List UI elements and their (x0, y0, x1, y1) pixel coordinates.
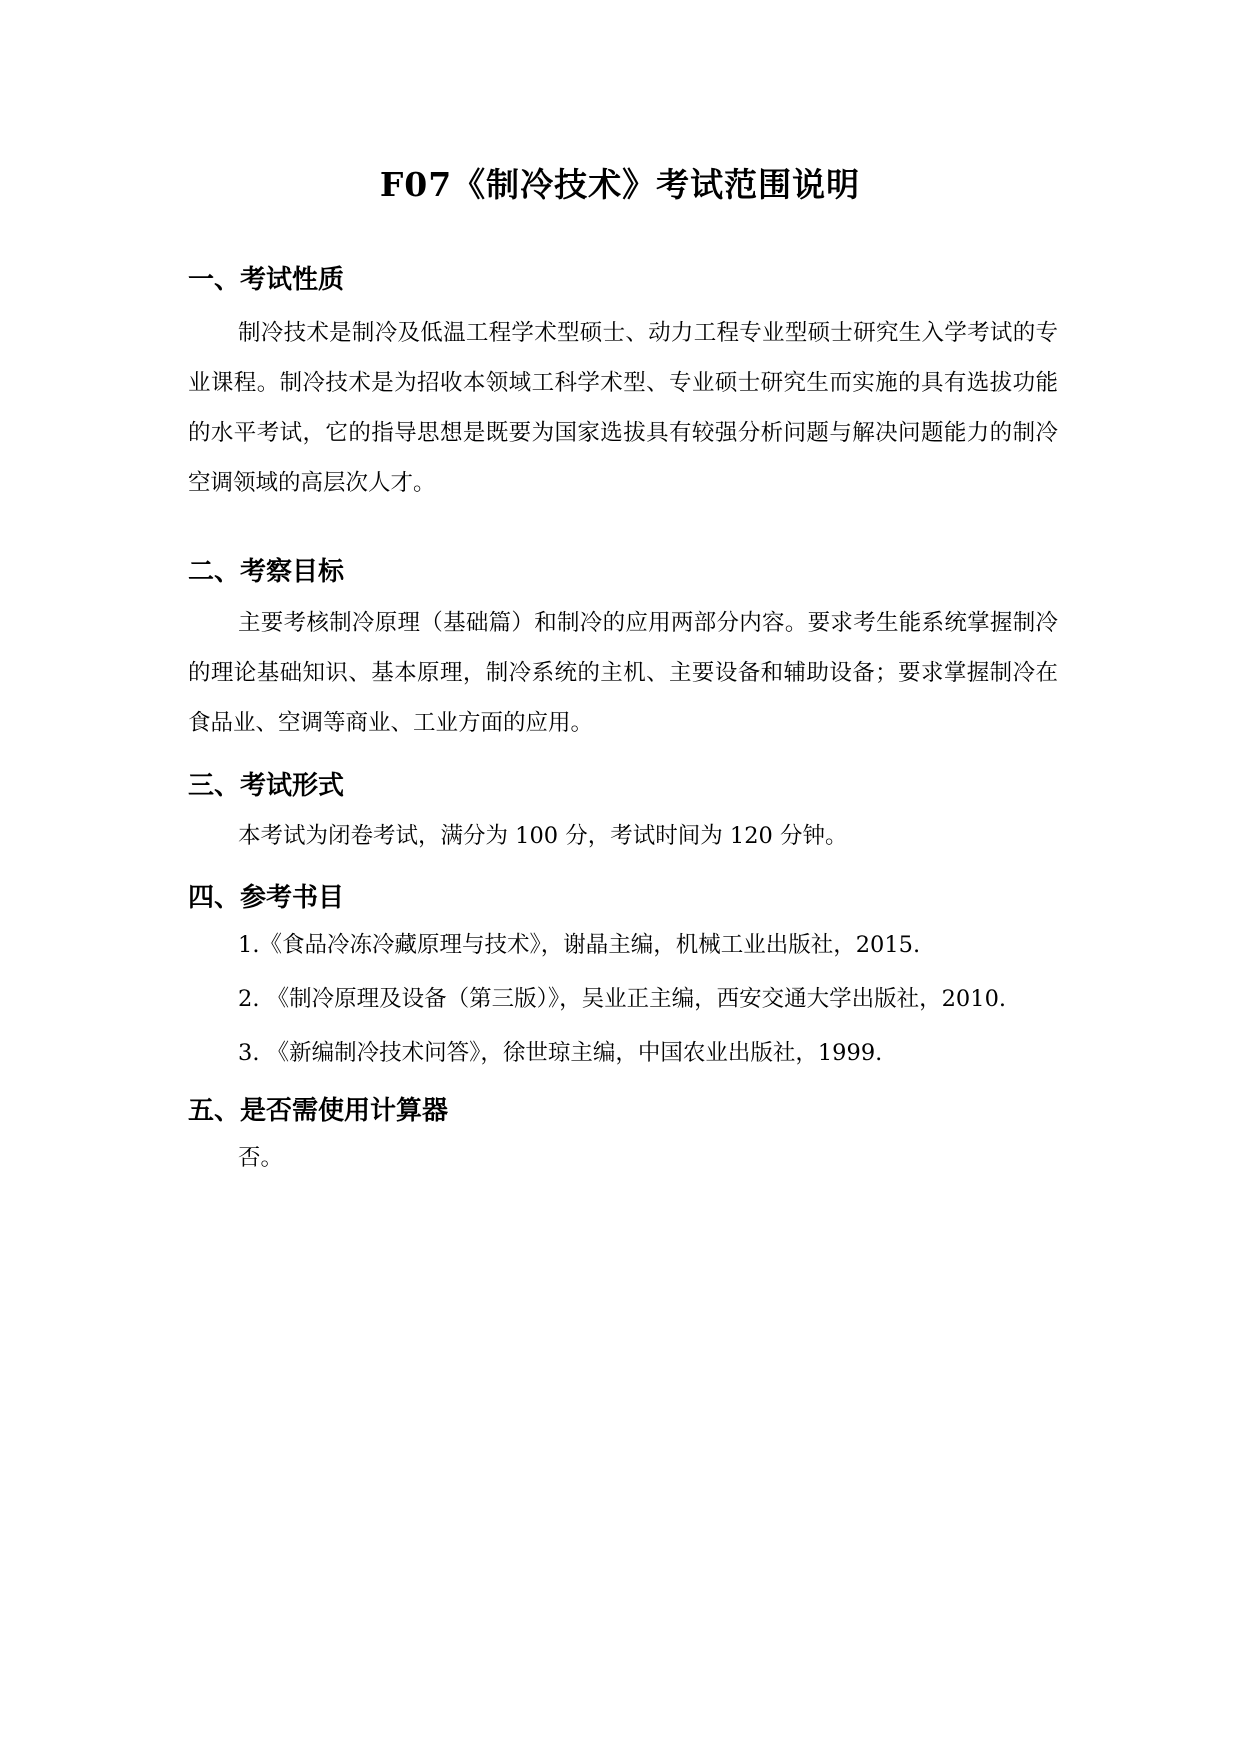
section-heading-objectives: 二、考察目标 (188, 557, 345, 587)
section-text-exam-nature: 制冷技术是制冷及低温工程学术型硕士、动力工程专业型硕士研究生入学考试的专业课程。制冷技术是为招收本领域工科学术型、专业硕士研究生而实施的具有选拔功能的水平考试，它的指导思想是既要为国家选拔具有较强分析问题与解决问题能力的制冷空调领域的高层次人才。 (188, 320, 1058, 496)
section-text-objectives: 主要考核制冷原理（基础篇）和制冷的应用两部分内容。要求考生能系统掌握制冷的理论基础知识、基本原理，制冷系统的主机、主要设备和辅助设备；要求掌握制冷在食品业、空调等商业、工业方面的应用。 (188, 610, 1058, 736)
reference-item: 1.《食品冷冻冷藏原理与技术》，谢晶主编，机械工业出版社，2015. (238, 932, 921, 958)
section-heading-exam-format: 三、考试形式 (188, 771, 345, 801)
reference-item: 2. 《制冷原理及设备（第三版）》，吴业正主编，西安交通大学出版社，2010. (238, 986, 1007, 1012)
reference-item: 3. 《新编制冷技术问答》，徐世琼主编，中国农业出版社，1999. (238, 1040, 883, 1066)
section-text-calculator: 否。 (238, 1145, 284, 1171)
section-heading-calculator: 五、是否需使用计算器 (188, 1096, 449, 1126)
document-title: F07《制冷技术》考试范围说明 (379, 165, 861, 204)
section-text-exam-format: 本考试为闭卷考试，满分为 100 分，考试时间为 120 分钟。 (238, 823, 848, 849)
section-heading-references: 四、参考书目 (188, 883, 345, 913)
section-heading-exam-nature: 一、考试性质 (188, 265, 345, 295)
